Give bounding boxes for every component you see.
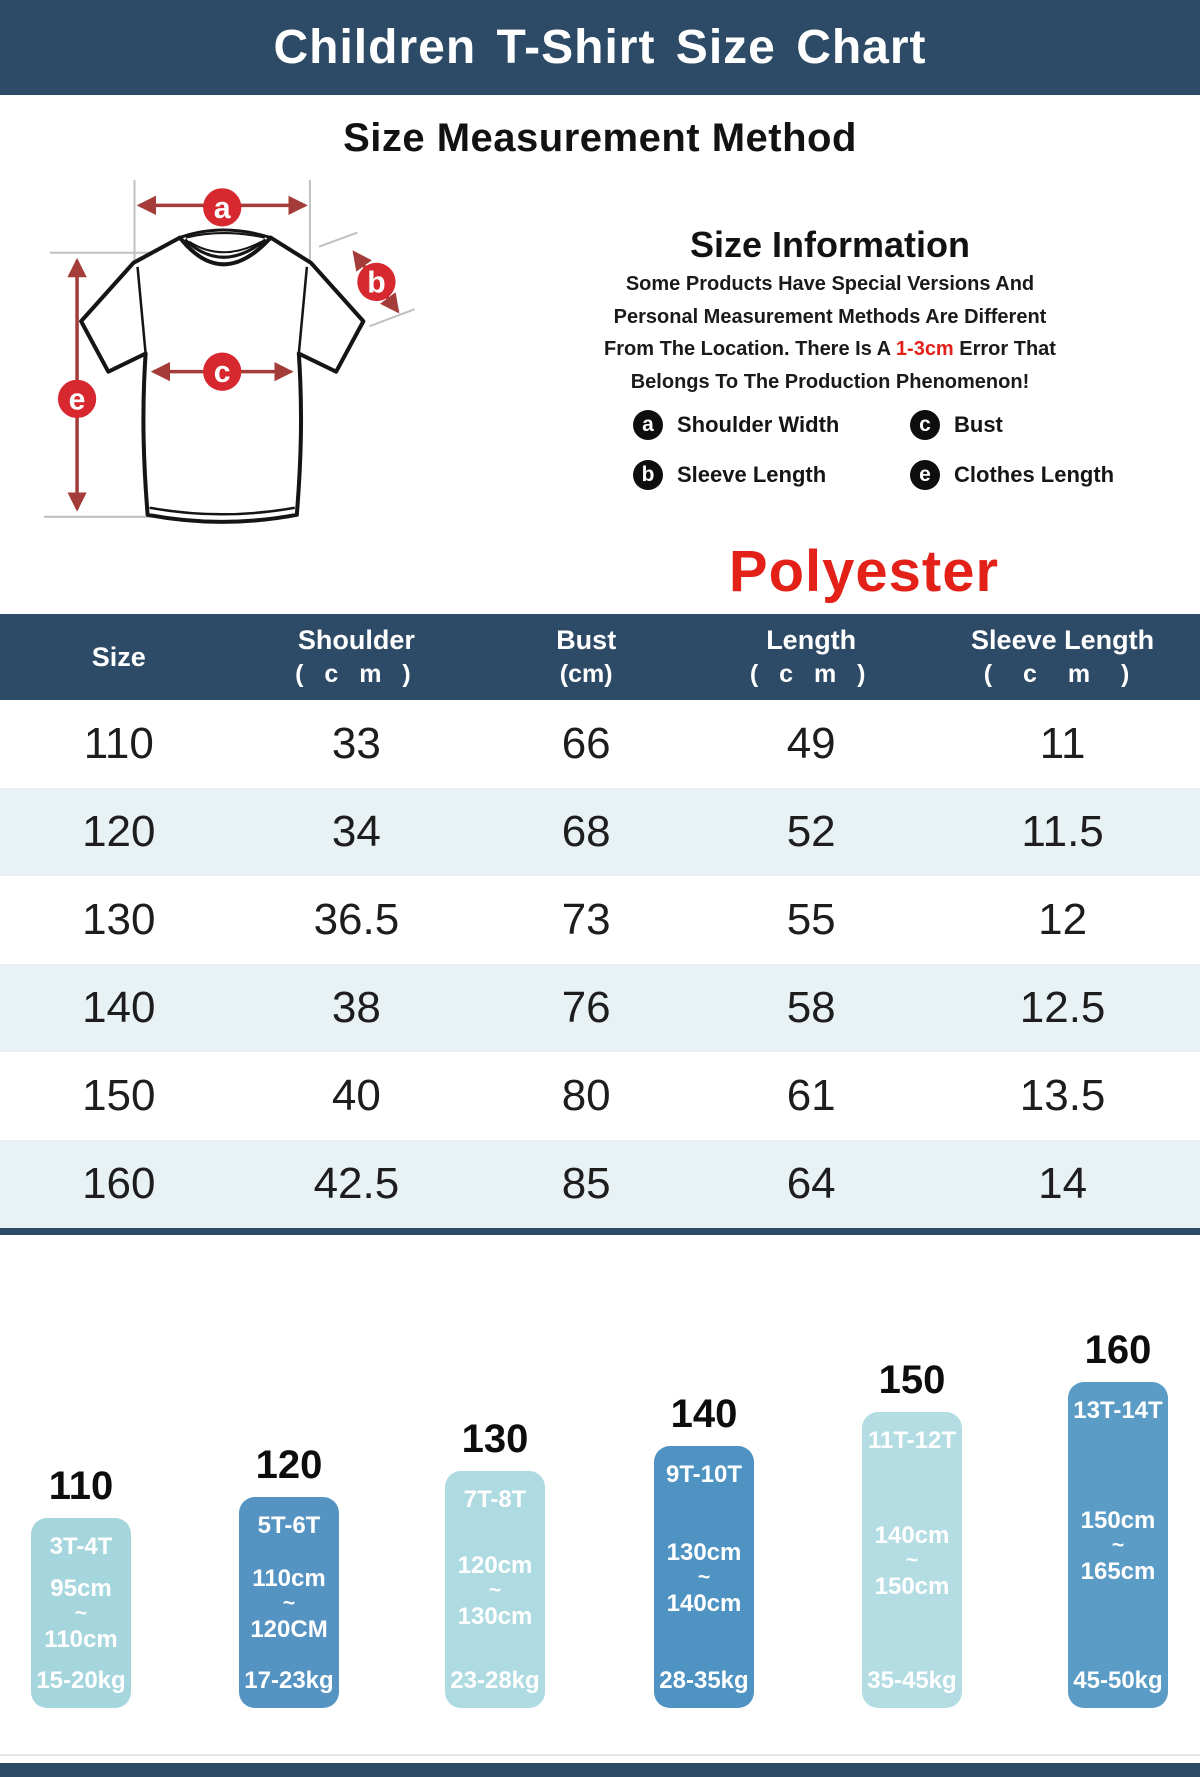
- column-name: Bust: [556, 625, 617, 655]
- table-cell: 13.5: [1019, 1071, 1106, 1120]
- bar-height-from: 130cm: [666, 1539, 742, 1566]
- column-header-length: [697, 614, 925, 700]
- column-header-sleeve-length: [925, 614, 1200, 700]
- legend-label-b: Sleeve Length: [677, 462, 827, 487]
- bar-age-range: 11T-12T: [867, 1427, 957, 1454]
- table-row: [0, 964, 1200, 1052]
- bar-tilde: ~: [74, 1602, 88, 1625]
- table-cell: 11: [1039, 719, 1086, 768]
- bar-height-to: 150cm: [874, 1573, 950, 1600]
- bust-marker-c: [203, 353, 241, 391]
- table-cell: 34: [331, 807, 381, 856]
- shoulder-width-marker-a: [203, 188, 241, 226]
- legend-badge-a-icon: a: [633, 410, 663, 440]
- legend-item-b: [633, 458, 910, 492]
- bar-age-range: 9T-10T: [665, 1461, 743, 1488]
- legend-badge-c-icon: c: [910, 410, 940, 440]
- table-cell: 64: [786, 1159, 836, 1208]
- bar-height-from: 150cm: [1080, 1507, 1156, 1534]
- bar-height-to: 130cm: [457, 1602, 533, 1630]
- bar-height-range: [44, 1561, 117, 1667]
- legend-label-e: Clothes Length: [954, 462, 1115, 487]
- info-line-3: From The Location. There Is A 1-3cm Error That: [604, 338, 1056, 360]
- legend-badge-e-icon: e: [910, 460, 940, 490]
- info-line-1: Some Products Have Special Versions And: [625, 273, 1035, 295]
- column-header-shoulder: [238, 614, 476, 700]
- svg-text:e: e: [68, 383, 86, 417]
- clothes-length-marker-e: [58, 380, 96, 418]
- bar-size-label-150: 150: [878, 1358, 946, 1402]
- bar-age-range: 7T-8T: [463, 1486, 527, 1513]
- table-cell: 52: [786, 807, 836, 856]
- column-unit: ( c m ): [749, 660, 873, 688]
- footer-bar: [0, 1763, 1200, 1777]
- bar-height-range: [1081, 1425, 1156, 1667]
- column-header-size: [0, 614, 238, 700]
- bar-weight-range: 28-35kg: [659, 1667, 749, 1694]
- bar-size-label-120: 120: [255, 1443, 323, 1487]
- size-bar-150: [862, 1412, 962, 1708]
- bar-tilde: ~: [282, 1591, 296, 1615]
- size-bar-110: [31, 1518, 131, 1708]
- size-bar-120: [239, 1497, 339, 1708]
- bar-height-range: [667, 1489, 742, 1667]
- column-name: Length: [766, 625, 857, 655]
- size-table: [0, 614, 1200, 1235]
- bar-tilde: ~: [1111, 1534, 1125, 1557]
- bar-height-from: 95cm: [50, 1575, 112, 1602]
- table-cell: 110: [83, 719, 154, 768]
- table-cell: 36.5: [313, 895, 400, 944]
- table-row: [0, 788, 1200, 876]
- table-cell: 80: [561, 1071, 611, 1120]
- table-cell: 42.5: [313, 1159, 400, 1208]
- column-unit: (cm): [559, 660, 613, 688]
- table-cell: 66: [561, 719, 611, 768]
- table-body: [0, 700, 1200, 1228]
- legend-label-c: Bust: [954, 412, 1003, 437]
- table-cell: 140: [82, 983, 156, 1032]
- bar-weight-range: 17-23kg: [244, 1667, 334, 1694]
- table-cell: 150: [82, 1071, 156, 1120]
- size-bar-130: [445, 1471, 545, 1708]
- legend-item-c: [910, 408, 1153, 442]
- legend-badge-b-icon: b: [633, 460, 663, 490]
- bar-age-range: 5T-6T: [257, 1512, 321, 1539]
- info-line-4: Belongs To The Production Phenomenon!: [630, 370, 1030, 393]
- bar-height-range: [875, 1455, 950, 1667]
- column-name: Shoulder: [297, 625, 415, 655]
- table-cell: 76: [561, 983, 611, 1032]
- bar-height-to: 110cm: [44, 1626, 118, 1653]
- info-line-2: Personal Measurement Methods Are Different: [613, 305, 1047, 328]
- column-unit: ( c m ): [983, 660, 1142, 688]
- error-tolerance-highlight: 1-3cm: [895, 338, 954, 360]
- bar-weight-range: 35-45kg: [867, 1667, 957, 1694]
- size-bar-140: [654, 1446, 754, 1708]
- bar-weight-range: 23-28kg: [450, 1667, 540, 1694]
- legend-label-a: Shoulder Width: [677, 412, 840, 437]
- bar-height-range: [250, 1540, 327, 1667]
- svg-text:a: a: [213, 191, 231, 225]
- bar-size-label-110: 110: [48, 1464, 114, 1508]
- table-row: [0, 1052, 1200, 1140]
- table-cell: 130: [82, 895, 156, 944]
- bar-weight-range: 45-50kg: [1073, 1667, 1163, 1694]
- page-title: Children T-Shirt Size Chart: [273, 21, 927, 74]
- bar-height-from: 120cm: [457, 1551, 533, 1579]
- table-cell: 12: [1038, 895, 1088, 944]
- table-cell: 38: [331, 983, 381, 1032]
- measurement-method-heading: Size Measurement Method: [343, 116, 857, 160]
- bar-height-to: 120CM: [250, 1615, 328, 1643]
- table-cell: 12.5: [1019, 983, 1106, 1032]
- tshirt-measurement-diagram: [30, 162, 485, 540]
- table-cell: 33: [331, 719, 381, 768]
- table-bottom-border: [0, 1228, 1200, 1235]
- table-cell: 14: [1038, 1159, 1088, 1208]
- bar-age-range: 13T-14T: [1073, 1397, 1163, 1424]
- measurement-legend: [633, 408, 1153, 518]
- column-name: Sleeve Length: [971, 625, 1155, 655]
- bar-height-range: [458, 1514, 533, 1667]
- table-cell: 160: [82, 1159, 156, 1208]
- legend-item-a: [633, 408, 910, 442]
- table-header-row: [0, 614, 1200, 700]
- svg-text:c: c: [213, 356, 231, 390]
- title-banner: [0, 0, 1200, 95]
- bar-tilde: ~: [905, 1549, 919, 1572]
- table-cell: 49: [786, 719, 836, 768]
- table-cell: 73: [561, 895, 611, 944]
- column-header-bust: [475, 614, 697, 700]
- table-cell: 68: [561, 807, 611, 856]
- table-cell: 120: [82, 807, 156, 856]
- bar-tilde: ~: [697, 1566, 711, 1589]
- bar-height-from: 110cm: [252, 1564, 326, 1592]
- baseline-divider: [0, 1754, 1200, 1756]
- bar-tilde: ~: [488, 1578, 502, 1602]
- legend-item-e: [910, 458, 1153, 492]
- material-label: Polyester: [728, 539, 1000, 604]
- size-information-text: [590, 268, 1070, 398]
- table-cell: 11.5: [1021, 807, 1104, 856]
- table-cell: 58: [786, 983, 836, 1032]
- bar-height-from: 140cm: [874, 1522, 950, 1549]
- table-row: [0, 1140, 1200, 1228]
- table-row: [0, 876, 1200, 964]
- sleeve-length-marker-b: [357, 263, 395, 301]
- bar-size-label-140: 140: [670, 1392, 738, 1436]
- svg-text:b: b: [367, 266, 386, 300]
- bar-age-range: 3T-4T: [49, 1533, 113, 1560]
- table-cell: 40: [331, 1071, 381, 1120]
- table-cell: 85: [561, 1159, 611, 1208]
- bar-size-label-130: 130: [461, 1417, 529, 1461]
- size-bar-160: [1068, 1382, 1168, 1708]
- bar-height-to: 165cm: [1080, 1558, 1156, 1585]
- table-cell: 55: [786, 895, 836, 944]
- bar-height-to: 140cm: [666, 1590, 742, 1617]
- column-name: Size: [91, 642, 146, 672]
- table-row: [0, 700, 1200, 788]
- table-cell: 61: [786, 1071, 836, 1120]
- bar-weight-range: 15-20kg: [36, 1667, 126, 1694]
- column-unit: ( c m ): [295, 660, 418, 688]
- bar-size-label-160: 160: [1084, 1328, 1152, 1372]
- size-information-heading: Size Information: [689, 224, 971, 265]
